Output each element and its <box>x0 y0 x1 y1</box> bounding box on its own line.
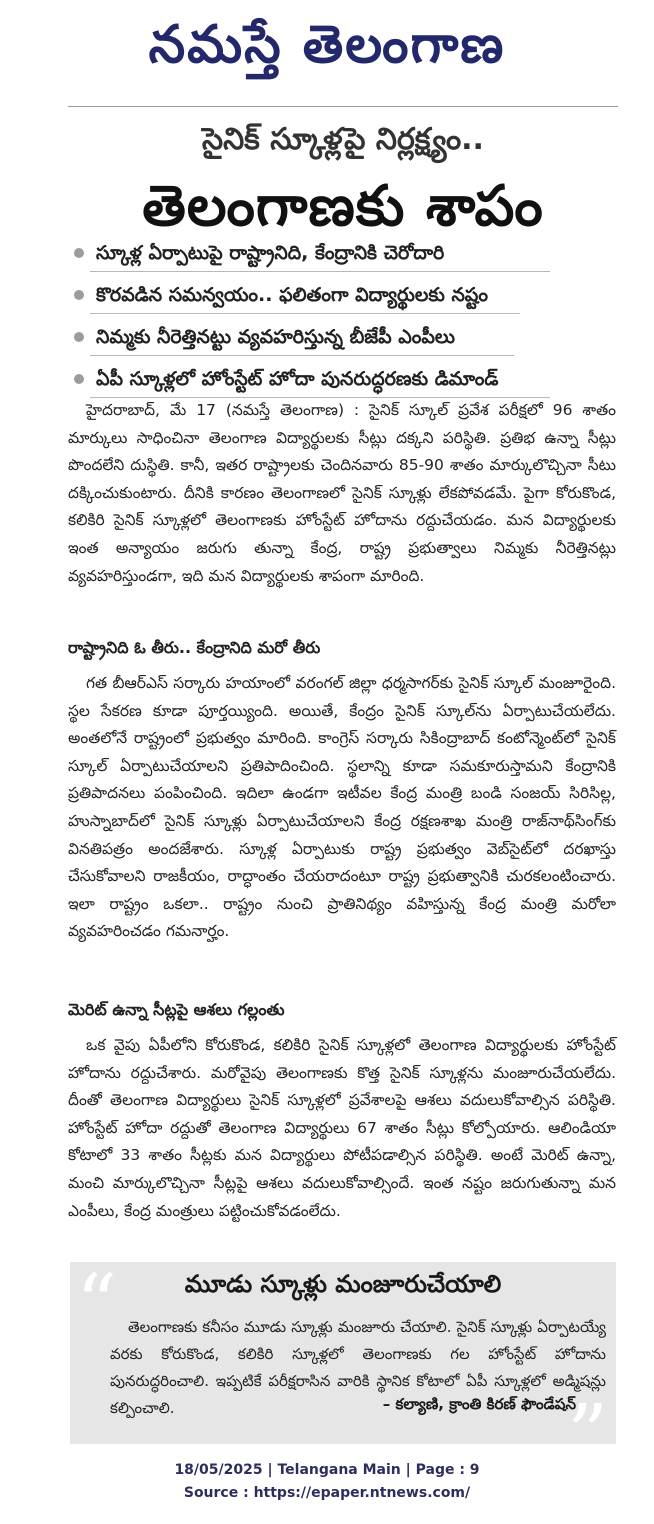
bullet-item <box>66 318 622 360</box>
highlight-bullets <box>66 234 622 402</box>
bullet-item <box>66 276 622 318</box>
bullet-item <box>66 234 622 276</box>
bullet-dot-icon <box>74 290 84 300</box>
section-paragraph: గత బీఆర్ఎస్ సర్కారు హయాంలో వరంగల్ జిల్లా ధర్మసాగర్‌కు సైనిక్ స్కూల్ మంజూరైంది. స్థల సేకరణ కూడా పూర్తయ్యింది. అయితే, కేంద్రం సైనిక్ స్కూల్‌ను ఏర్పాటుచేయలేదు. అంతలోనే రాష్ట్రంలో ప్రభుత్వం మారింది. కాంగ్రెస్ సర్కారు సికింద్రాబాద్ కంటోన్మెంట్‌లో సైనిక్ స్కూల్ ఏర్పాటుచేయాలని ప్రతిపాదించింది. స్థలాన్ని కూడా సమకూరుస్తామని కేంద్రానికి ప్రతిపాదనలు పంపించింది. ఇదిలా ఉండగా ఇటీవల కేంద్ర మంత్రి బండి సంజయ్ సిరిసిల్ల, హుస్నాబాద్‌లో సైనిక్ స్కూళ్లు ఏర్పాటుచేయాలని కేంద్ర రక్షణశాఖ మంత్రి రాజ్‌నాథ్‌సింగ్‌కు వినతిపత్రం అందజేశారు. స్కూళ్ల ఏర్పాటుకు రాష్ట్ర ప్రభుత్వం వెబ్‌సైట్‌లో దరఖాస్తు చేసుకోవాలని రాజకీయం, రాద్ధాంతం చేయరాదంటూ రాష్ట్ర ప్రభుత్వానికి చురకలంటించారు. ఇలా రాష్ట్రం ఒకలా.. రాష్ట్రం నుంచి ప్రాతినిథ్యం వహిస్తున్న కేంద్ర మంత్రి మరోలా వ్యవహరించడం గమనార్హం. <box>68 674 616 941</box>
bullet-text: కొరవడిన సమన్వయం.. ఫలితంగా విద్యార్థులకు నష్టం <box>96 284 488 306</box>
bullet-underline <box>90 313 520 314</box>
footer-dateline: 18/05/2025 | Telangana Main | Page : 9 <box>174 1462 480 1478</box>
open-quote-icon: “ <box>76 1257 117 1350</box>
article-kicker: సైనిక్ స్కూళ్లపై నిర్లక్ష్యం.. <box>202 122 484 157</box>
bullet-dot-icon <box>74 248 84 258</box>
lead-paragraph: హైదరాబాద్, మే 17 (నమస్తే తెలంగాణ) : సైనిక్ స్కూల్ ప్రవేశ పరీక్షలో 96 శాతం మార్కులు సాధించినా తెలంగాణ విద్యార్థులకు సీట్లు దక్కని పరిస్థితి. ప్రతిభ ఉన్నా సీట్లు పొందలేని దుస్థితి. కానీ, ఇతర రాష్ట్రాలకు చెందినవారు 85-90 శాతం మార్కులొచ్చినా సీటు దక్కించుకుంటారు. దీనికి కారణం తెలంగాణలో సైనిక్ స్కూళ్లు లేకపోవడమే. పైగా కోరుకొండ, కలికిరి సైనిక్ స్కూళ్లలో తెలంగాణకు హోంస్టేట్ హోదాను రద్దుచేయడం. మన విద్యార్థులకు ఇంత అన్యాయం జరుగు తున్నా కేంద్ర, రాష్ట్ర ప్రభుత్వాలు నిమ్మకు నీరెత్తినట్లు వ్యవహరిస్తుండగా, ఇది మన విద్యార్థులకు శాపంగా మారింది. <box>68 401 616 585</box>
quote-box-text: తెలంగాణకు కనీసం మూడు స్కూళ్లు మంజూరు చేయాలి. సైనిక్ స్కూళ్లు ఏర్పాటయ్యే వరకు కోరుకొండ, కలికిరి స్కూళ్లలో తెలంగాణకు గల హోంస్టేట్ హోదాను పునరుద్ధరించాలి. ఇప్పటికే పరీక్షరాసిన వారికి స్థానిక కోటాలో ఏపీ స్కూళ్లలో అడ్మిషన్లు కల్పించాలి. <box>110 1318 606 1417</box>
masthead-title: నమస్తే తెలంగాణ <box>148 15 506 75</box>
quote-box-signature: – కల్యాణి, క్రాంతి కిరణ్ ఫౌండేషన్ <box>382 1395 576 1413</box>
bullet-text: నిమ్మకు నీరెత్తినట్టు వ్యవహరిస్తున్న బీజేపీ ఎంపీలు <box>96 326 455 348</box>
close-quote-icon: ” <box>567 1387 608 1480</box>
bullet-underline <box>90 355 514 356</box>
quote-box-title: మూడు స్కూళ్లు మంజూరుచేయాలి <box>184 1270 502 1298</box>
bullet-item <box>66 360 622 402</box>
section-heading: మెరిట్ ఉన్నా సీట్లపై ఆశలు గల్లంతు <box>68 1000 285 1019</box>
footer-source: Source : https://epaper.ntnews.com/ <box>183 1485 471 1501</box>
bullet-dot-icon <box>74 374 84 384</box>
article-headline: తెలంగాణకు శాపం <box>142 174 544 239</box>
bullet-underline <box>90 271 550 272</box>
section-paragraph: ఒక వైపు ఏపీలోని కోరుకొండ, కలికిరి సైనిక్ స్కూళ్లలో తెలంగాణ విద్యార్థులకు హోంస్టేట్ హోదాను రద్దుచేశారు. మరోవైపు తెలంగాణకు కొత్త సైనిక్ స్కూళ్లను మంజూరుచేయలేదు. దీంతో తెలంగాణ విద్యార్థులు సైనిక్ స్కూళ్లలో ప్రవేశాలపై ఆశలు వదులుకోవాల్సిన పరిస్థితి. హోంస్టేట్ హోదా రద్దుతో తెలంగాణ విద్యార్థులు 67 శాతం సీట్లు కోల్పోయారు. ఆలిండియా కోటాలో 33 శాతం సీట్లకు మన విద్యార్థులు పోటీపడాల్సిన పరిస్థితి. అంటే మెరిట్ ఉన్నా, మంచి మార్కులొచ్చినా సీట్లపై ఆశలు వదులుకోవాల్సిందే. ఇంత నష్టం జరుగుతున్నా మన ఎంపీలు, కేంద్ర మంత్రులు పట్టించుకోవడంలేదు. <box>68 1036 616 1220</box>
bullet-dot-icon <box>74 332 84 342</box>
bullet-text: స్కూళ్ల ఏర్పాటుపై రాష్ట్రానిది, కేంద్రానికి చెరోదారి <box>96 242 445 264</box>
masthead <box>0 6 654 84</box>
top-divider <box>68 106 618 107</box>
section-heading: రాష్ట్రానిది ఓ తీరు.. కేంద్రానిది మరో తీరు <box>68 638 321 657</box>
bullet-text: ఏపీ స్కూళ్లలో హోంస్టేట్ హోదా పునరుద్ధరణకు డిమాండ్ <box>96 368 499 390</box>
